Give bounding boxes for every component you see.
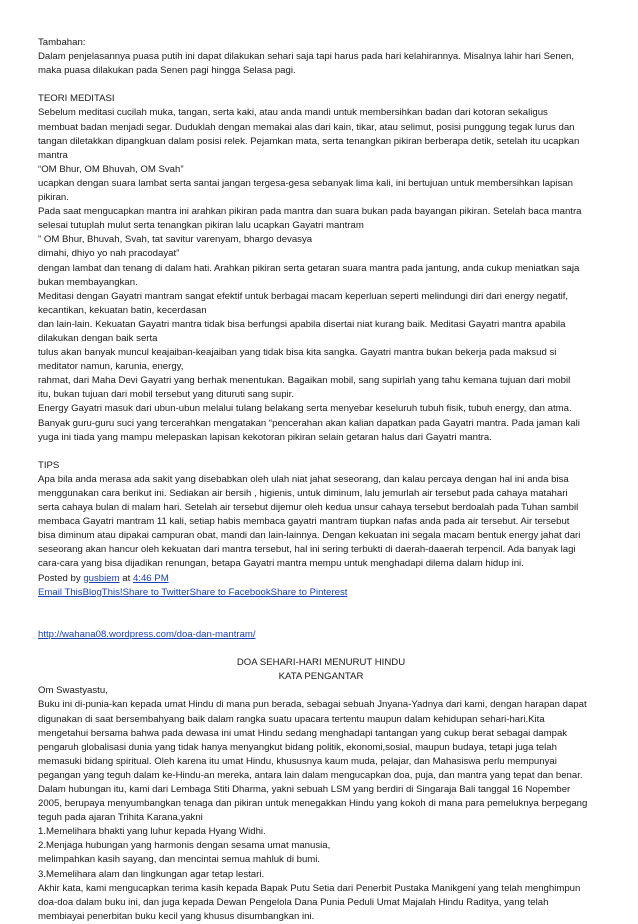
spacer bbox=[38, 642, 604, 656]
text-line: doa-doa dalam buku ini, dan juga kepada Dewan Pengelola Dana Punia Peduli Umat Majalah Hindu Raditya, yang telah bbox=[38, 896, 549, 908]
source-url-link[interactable]: http://wahana08.wordpress.com/doa-dan-mantram/ bbox=[38, 628, 256, 640]
text-line: menggunakan cara berikut ini. Sediakan air bersih , higienis, untuk diminum, lalu jemurlah air tersebut pada cahaya matahari bbox=[38, 488, 568, 499]
text-line: pikiran. bbox=[38, 192, 69, 204]
text-line: tangan diletakkan dipangkuan dalam posisi relek. Pejamkan mata, serta tenangkan pikiran berberapa detik, setelah itu ucapkan bbox=[38, 135, 580, 147]
text-line: membiayai penerbitan buku kecil yang khusus disumbangkan ini. bbox=[38, 910, 315, 922]
text-line: Akhir kata, kami mengucapkan terima kasih kepada Bapak Putu Setia dari Penerbit Pustaka Manikgeni yang telah menghimpun bbox=[38, 882, 581, 894]
text-line: pengaruh globalisasi dunia yang tidak hanya menyangkut bidang politik, ekonomi,sosial, maupun budaya, tetapi juga telah bbox=[38, 741, 557, 753]
text-line: bisa diminum atau dipakai campuran obat, mandi dan lain-lainnya. Dengan kekuatan ini segala macam bentuk energy jahat dari bbox=[38, 530, 581, 542]
text-line: “OM Bhur, OM Bhuvah, OM Svah” bbox=[38, 163, 184, 175]
text-line: dimahi, dhiyo yo nah pracodayat” bbox=[38, 248, 180, 260]
share-links-text[interactable]: Email ThisBlogThis!Share to TwitterShare to FacebookShare to Pinterest bbox=[38, 586, 348, 598]
text-line: ucapkan dengan suara lambat serta santai jangan tergesa-gesa sebanyak lima kali, ini bertujuan untuk membersihkan lapisan bbox=[38, 177, 573, 189]
text-line: meditator namun, karunia, energy, bbox=[38, 361, 184, 373]
text-line: Meditasi dengan Gayatri mantram sangat efektif untuk berbagai macam keperluan seperti melindungi diri dari energy negatif, bbox=[38, 290, 569, 302]
text-line: tulus akan banyak muncul keajaiban-keajaiban yang tidak bisa kita sangka. Gayatri mantra bukan bekerja pada maksud si bbox=[38, 347, 557, 359]
text-line: Apa bila anda merasa ada sakit yang disebabkan oleh ulah niat jahat seseorang, dan kalau percaya dengan hal ini anda bisa bbox=[38, 473, 569, 485]
text-line: TIPS bbox=[38, 459, 60, 471]
text-line: cara-cara yang bisa dijadikan renungan, betapa Gayatri mantra mempu untuk menghadapi dilema dalam hidup ini. bbox=[38, 558, 524, 570]
text-line: Energy Gayatri masuk dari ubun-ubun melalui tulang belakang serta menyebar keseluruh tubuh fisik, tubuh energy, dan atma. bbox=[38, 403, 572, 415]
text-line: 3.Memelihara alam dan lingkungan agar tetap lestari. bbox=[38, 868, 265, 880]
text-line: melimpahkan kasih sayang, dan mencintai semua mahluk di bumi. bbox=[38, 854, 321, 866]
text-line: membuat badan menjadi segar. Duduklah dengan memakai alas dari kain, tikar, atau selimut, posisi punggung tegak lurus dan bbox=[38, 121, 575, 133]
text-line: 1.Memelihara bhakti yang luhur kepada Hyang Widhi. bbox=[38, 826, 266, 838]
post-meta bbox=[38, 572, 604, 586]
posted-by-label: Posted by bbox=[38, 572, 84, 584]
text-line: mantra bbox=[38, 149, 68, 161]
document-page bbox=[38, 36, 604, 924]
text-line: bukan membayangkan. bbox=[38, 276, 138, 288]
text-line: Tambahan: bbox=[38, 37, 86, 48]
text-line: yuga ini tiada yang mampu melepaskan lapisan kekotoran pikiran selain getaran halus dari Gayatri mantra. bbox=[38, 431, 492, 443]
text-line: Buku ini di-punia-kan kepada umat Hindu di mana pun berada, sebagai sebuah Jnyana-Yadnya dari kami, dengan harapan dapat bbox=[38, 699, 587, 711]
text-line: mengetahui bersama bahwa pada dewasa ini umat Hindu sedang menghadapi tantangan yang cukup berat sebagai dampak bbox=[38, 727, 568, 739]
text-line: ” OM Bhur, Bhuvah, Svah, tat savitur varenyam, bhargo devasya bbox=[38, 234, 313, 246]
text-line: itu, bukan tujuan dari mobil tersebut yang dituruti sang supir. bbox=[38, 389, 294, 401]
text-line: kecantikan, kekuatan batin, kecerdasan bbox=[38, 304, 207, 316]
text-line: dan lain-lain. Kekuatan Gayatri mantra tidak bisa berfungsi apabila disertai niat kurang baik. Meditasi Gayatri mantra apabila bbox=[38, 318, 566, 330]
doc-subtitle: KATA PENGANTAR bbox=[278, 671, 364, 683]
section-tambahan bbox=[38, 36, 604, 78]
spacer bbox=[38, 445, 604, 459]
spacer bbox=[38, 600, 604, 628]
text-line: dilakukan dengan baik serta bbox=[38, 332, 158, 344]
doc-title: DOA SEHARI-HARI MENURUT HINDU bbox=[236, 657, 406, 669]
spacer bbox=[38, 78, 604, 92]
text-line: membaca Gayatri mantram 11 kali, setiap habis membaca gayatri mantram tiupkan nafas anda pada air tersebut. Air tersebut bbox=[38, 516, 570, 528]
text-line: dengan lambat dan tenang di dalam hati. Arahkan pikiran serta getaran suara mantra pada jantung, anda cukup meniatkan saja bbox=[38, 262, 580, 274]
text-line: digunakan di saat bersembahyang baik dalam rangka suatu upacara tertentu maupun dalam kehidupan sehari-hari.Kita bbox=[38, 713, 545, 725]
text-line: rahmat, dari Maha Devi Gayatri yang berhak menentukan. Bagaikan mobil, sang supirlah yang tahu kemana tujuan dari mobil bbox=[38, 375, 571, 387]
text-line: maka puasa dilakukan pada Senen pagi hingga Selasa pagi. bbox=[38, 65, 296, 77]
post-time-link[interactable]: 4:46 PM bbox=[132, 572, 169, 584]
text-line: memasuki bidang spiritual. Oleh karena itu umat Hindu, khususnya kaum muda, pelajar, dan Mahasiswa perlu mempunyai bbox=[38, 755, 557, 767]
source-url[interactable] bbox=[38, 628, 604, 642]
text-line: Sebelum meditasi cucilah muka, tangan, serta kaki, atau anda mandi untuk membersihkan badan dari kotoran sekaligus bbox=[38, 107, 548, 119]
section-tips bbox=[38, 459, 604, 572]
text-line: 2.Menjaga hubungan yang harmonis dengan sesama umat manusia, bbox=[38, 840, 331, 852]
text-line: Banyak guru-guru suci yang tercerahkan mengatakan “pencerahan akan kalian dapatkan pada Gayatri mantra. Pada jaman kali bbox=[38, 417, 580, 429]
text-line: Pada saat mengucapkan mantra ini arahkan pikiran pada mantra dan suara bukan pada bayangan pikiran. Setelah baca mantra bbox=[38, 206, 582, 218]
text-line: teguh pada ajaran Trihita Karana,yakni bbox=[38, 812, 203, 824]
text-line: TEORI MEDITASI bbox=[38, 93, 115, 105]
at-label: at bbox=[119, 572, 133, 584]
text-line: Dalam penjelasannya puasa putih ini dapat dilakukan sehari saja tapi harus pada hari kelahirannya. Misalnya lahir hari Senen, bbox=[38, 51, 574, 63]
text-line: serta cahaya bulan di malam hari. Setelah air tersebut dijemur oleh kedua unsur cahaya tersebut berdoalah pada Tuhan sambil bbox=[38, 502, 579, 514]
section-teori-meditasi bbox=[38, 92, 604, 444]
share-links[interactable] bbox=[38, 586, 604, 600]
text-line: seseorang akan hancur oleh kekuatan dari mantra tersebut, hal ini sering terbukti di daerah-daaerah terpencil. Ada banyak lagi bbox=[38, 544, 576, 556]
text-line: Dalam hubungan itu, kami dari Lembaga Stiti Dharma, yakni sebuah LSM yang berdiri di Singaraja Bali tanggal 16 Nopember bbox=[38, 783, 571, 795]
text-line: pegangan yang teguh dalam ke-Hindu-an mereka, antara lain dalam mengucapkan doa, puja, dan mantra yang tepat dan benar. bbox=[38, 769, 583, 781]
author-link[interactable]: gusbiem bbox=[83, 572, 120, 584]
text-line: 2005, berupaya menyumbangkan tenaga dan pikiran untuk menegakkan Hindu yang kokoh di mana para pemeluknya berpegang bbox=[38, 798, 588, 810]
text-line: Om Swastyastu, bbox=[38, 685, 108, 697]
text-line: selesai tutuplah mulut serta tenangkan pikiran lalu ucapkan Gayatri mantram bbox=[38, 220, 364, 232]
section-kata-pengantar bbox=[38, 684, 604, 924]
